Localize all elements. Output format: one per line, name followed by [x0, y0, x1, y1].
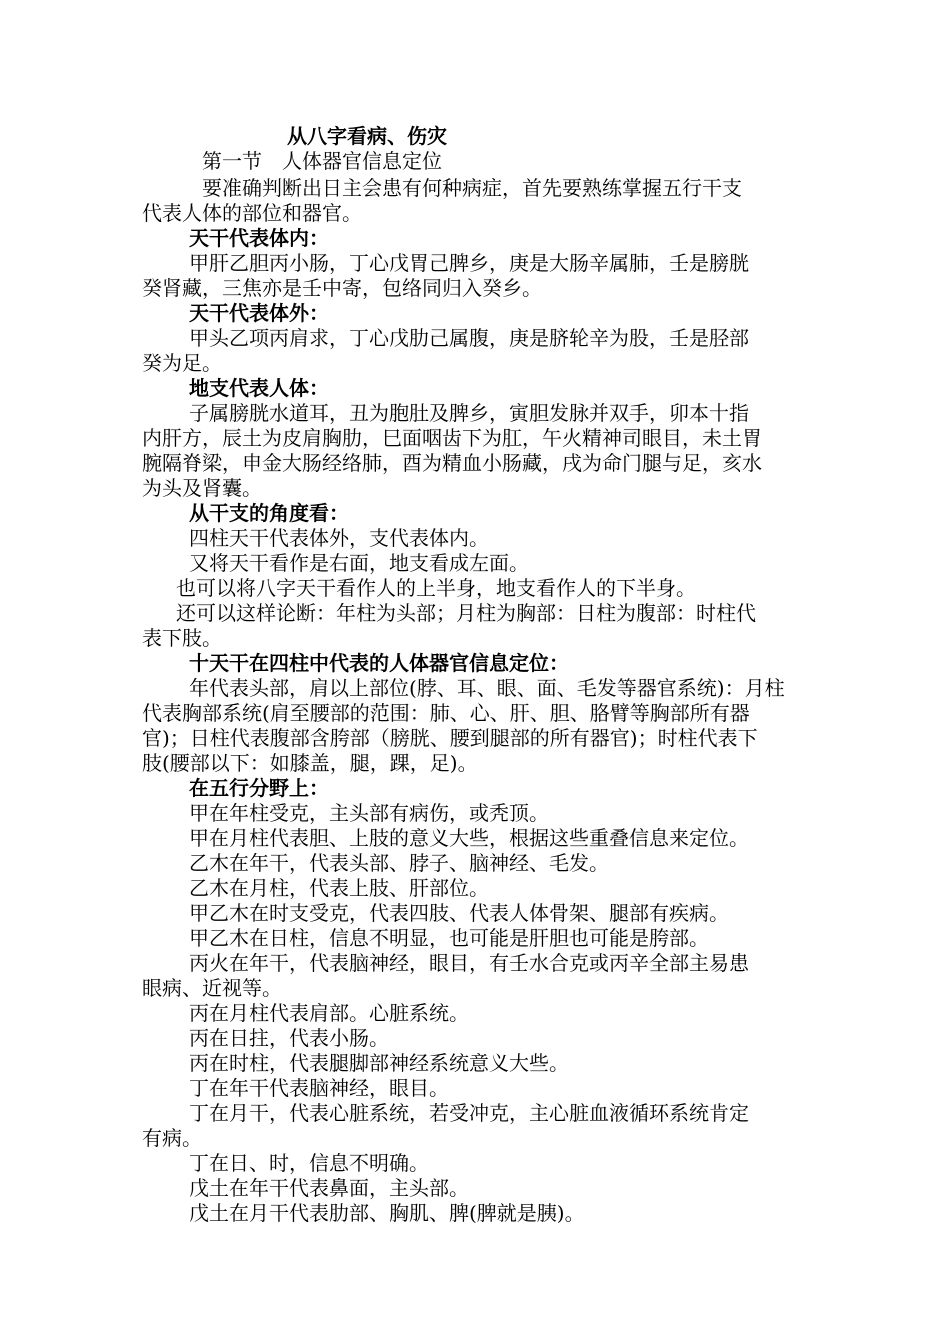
paragraph-line: 又将天干看作是右面，地支看成左面。: [189, 551, 529, 575]
paragraph-line: 要准确判断出日主会患有何种病症，首先要熟练掌握五行干支: [202, 176, 742, 200]
paragraph-line: 丁在日、时，信息不明确。: [189, 1151, 429, 1175]
paragraph-line: 肢(腰部以下：如膝盖，腿，踝，足)。: [142, 751, 478, 775]
paragraph-line: 四柱天干代表体外，支代表体内。: [189, 526, 489, 550]
paragraph-line: 甲在年柱受克，主头部有病伤，或秃顶。: [189, 801, 549, 825]
paragraph-line: 甲头乙项丙肩求，丁心戊肋己属腹，庚是脐轮辛为股，壬是胫部: [189, 326, 749, 350]
section-heading: 第一节 人体器官信息定位: [202, 149, 442, 173]
paragraph-line: 腕隔脊梁，申金大肠经络肺，酉为精血小肠藏，戌为命门腿与足，亥水: [142, 451, 762, 475]
paragraph-line: 表下肢。: [142, 626, 222, 650]
paragraph-line: 年代表头部，肩以上部位(脖、耳、眼、面、毛发等器官系统)：月柱: [189, 676, 785, 700]
paragraph-line: 癸肾藏，三焦亦是壬中寄，包络同归入癸乡。: [142, 276, 542, 300]
subheading: 地支代表人体：: [189, 376, 329, 400]
paragraph-line: 戊土在月干代表肋部、胸肌、脾(脾就是胰)。: [189, 1201, 585, 1225]
paragraph-line: 癸为足。: [142, 351, 222, 375]
paragraph-line: 丙在时柱，代表腿脚部神经系统意义大些。: [189, 1051, 569, 1075]
paragraph-line: 戊土在年干代表鼻面，主头部。: [189, 1176, 469, 1200]
paragraph-line: 丙在月柱代表肩部。心脏系统。: [189, 1001, 469, 1025]
paragraph-line: 丙火在年干，代表脑神经，眼目，有壬水合克或丙辛全部主易患: [189, 951, 749, 975]
subheading: 在五行分野上：: [189, 776, 329, 800]
paragraph-line: 乙木在月柱，代表上肢、肝部位。: [189, 876, 489, 900]
paragraph-line: 也可以将八字天干看作人的上半身，地支看作人的下半身。: [176, 576, 696, 600]
paragraph-line: 甲乙木在日柱，信息不明显，也可能是肝胆也可能是胯部。: [189, 926, 709, 950]
subheading: 从干支的角度看：: [189, 501, 349, 525]
subheading: 天干代表体外：: [189, 301, 329, 325]
paragraph-line: 代表胸部系统(肩至腰部的范围：肺、心、肝、胆、胳臂等胸部所有器: [142, 701, 750, 725]
subheading: 天干代表体内：: [189, 226, 329, 250]
paragraph-line: 有病。: [142, 1126, 202, 1150]
paragraph-line: 子属膀胱水道耳，丑为胞肚及脾乡，寅胆发脉并双手，卯本十指: [189, 401, 749, 425]
document-title: 从八字看病、伤灾: [287, 124, 447, 148]
paragraph-line: 还可以这样论断：年柱为头部；月柱为胸部：日柱为腹部：时柱代: [176, 601, 756, 625]
paragraph-line: 甲肝乙胆丙小肠，丁心戊胃己脾乡，庚是大肠辛属肺，壬是膀胱: [189, 251, 749, 275]
paragraph-line: 甲在月柱代表胆、上肢的意义大些，根据这些重叠信息来定位。: [189, 826, 749, 850]
paragraph-line: 官)；日柱代表腹部含胯部（膀胱、腰到腿部的所有器官)；时柱代表下: [142, 726, 758, 750]
paragraph-line: 内肝方，辰土为皮肩胸肋，巳面咽齿下为肛，午火精神司眼目，未土胃: [142, 426, 762, 450]
paragraph-line: 丁在年干代表脑神经，眼目。: [189, 1076, 449, 1100]
paragraph-line: 代表人体的部位和器官。: [142, 201, 362, 225]
paragraph-line: 乙木在年干，代表头部、脖子、脑神经、毛发。: [189, 851, 609, 875]
subheading: 十天干在四柱中代表的人体器官信息定位：: [189, 651, 569, 675]
paragraph-line: 丁在月干，代表心脏系统，若受冲克，主心脏血液循环系统肯定: [189, 1101, 749, 1125]
paragraph-line: 为头及肾囊。: [142, 476, 262, 500]
paragraph-line: 甲乙木在时支受克，代表四肢、代表人体骨架、腿部有疾病。: [189, 901, 729, 925]
paragraph-line: 眼病、近视等。: [142, 976, 282, 1000]
paragraph-line: 丙在日拄，代表小肠。: [189, 1026, 389, 1050]
